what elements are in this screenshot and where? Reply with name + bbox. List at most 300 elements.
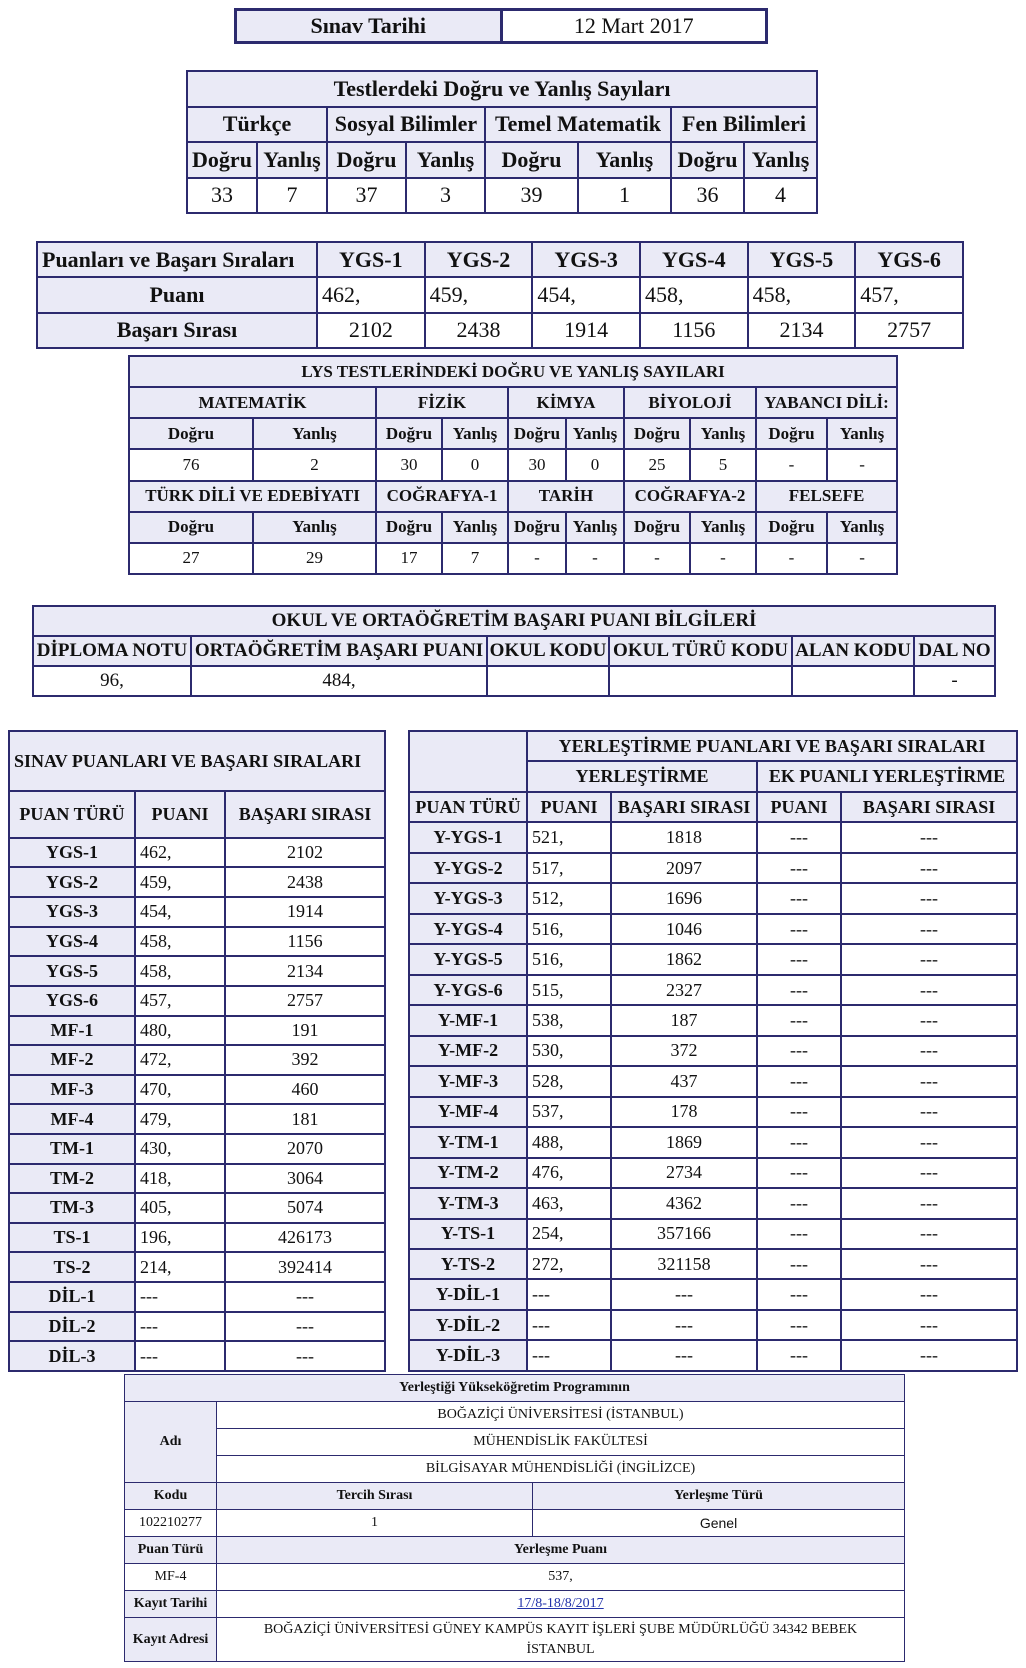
rank-value: 2102 — [317, 313, 425, 348]
basari-sirasi-cell: 2734 — [611, 1158, 757, 1188]
sinav-title: SINAV PUANLARI VE BAŞARI SIRALARI — [9, 731, 385, 791]
puan-turu-cell: Y-YGS-1 — [409, 822, 527, 852]
puan-turu-cell: Y-DİL-2 — [409, 1310, 527, 1340]
basari-sirasi-cell: 178 — [611, 1097, 757, 1127]
table-row — [409, 914, 1017, 944]
score-value: 454, — [532, 277, 640, 312]
puan-cell: 516, — [527, 944, 611, 974]
puan-cell: 516, — [527, 914, 611, 944]
basari-sirasi-cell: 460 — [225, 1075, 385, 1105]
table-row — [9, 1312, 385, 1342]
count-cell: 3 — [406, 178, 485, 214]
lys-count: - — [624, 543, 690, 574]
ek-puan-cell: --- — [757, 822, 841, 852]
puan-cell: 418, — [135, 1164, 225, 1194]
puan-turu-cell: TM-2 — [9, 1164, 135, 1194]
basari-sirasi-cell: 392414 — [225, 1252, 385, 1282]
puan-turu-label: Puan Türü — [125, 1537, 217, 1564]
header-yanlis: Yanlış — [253, 418, 376, 449]
header-yanlis: Yanlış — [257, 142, 327, 178]
basari-sirasi-cell: 372 — [611, 1036, 757, 1066]
table-row — [409, 1036, 1017, 1066]
puan-turu-cell: DİL-1 — [9, 1282, 135, 1312]
ek-basari-sirasi-cell: --- — [841, 1158, 1017, 1188]
school-header: DAL NO — [914, 636, 995, 666]
table-row — [9, 956, 385, 986]
puan-cell: 538, — [527, 1005, 611, 1035]
puan-cell: 480, — [135, 1016, 225, 1046]
adi-label: Adı — [125, 1402, 217, 1483]
header-yanlis: Yanlış — [566, 418, 624, 449]
basari-sirasi-cell: --- — [225, 1312, 385, 1342]
puan-cell: 479, — [135, 1104, 225, 1134]
ek-basari-sirasi-cell: --- — [841, 914, 1017, 944]
table-row — [409, 853, 1017, 883]
school-header: ORTAÖĞRETİM BAŞARI PUANI — [191, 636, 487, 666]
table-row — [9, 897, 385, 927]
table-row — [409, 1249, 1017, 1279]
table-row — [409, 975, 1017, 1005]
ek-puan-cell: --- — [757, 1097, 841, 1127]
lys-count: 17 — [376, 543, 442, 574]
ek-puan-cell: --- — [757, 1188, 841, 1218]
sinav-header: PUANI — [135, 791, 225, 838]
puan-cell: 470, — [135, 1075, 225, 1105]
puan-turu-cell: MF-3 — [9, 1075, 135, 1105]
program-faculty: MÜHENDİSLİK FAKÜLTESİ — [217, 1429, 905, 1456]
header-dogru: Doğru — [756, 512, 827, 543]
lys-subject: FELSEFE — [756, 481, 897, 512]
table-row — [9, 1282, 385, 1312]
score-type-header: YGS-4 — [640, 242, 748, 277]
yerlestirme-table — [408, 730, 1016, 1372]
ek-basari-sirasi-cell: --- — [841, 853, 1017, 883]
program-department: BİLGİSAYAR MÜHENDİSLİĞİ (İNGİLİZCE) — [217, 1456, 905, 1483]
lys-count: 0 — [566, 449, 624, 480]
rank-value: 2757 — [855, 313, 963, 348]
puan-cell: 430, — [135, 1134, 225, 1164]
subject-matematik: Temel Matematik — [485, 107, 671, 143]
ek-puan-cell: --- — [757, 914, 841, 944]
basari-sirasi-cell: 1696 — [611, 883, 757, 913]
puan-cell: 458, — [135, 956, 225, 986]
puan-turu-cell: Y-MF-1 — [409, 1005, 527, 1035]
header-yanlis: Yanlış — [406, 142, 485, 178]
table-row — [9, 867, 385, 897]
school-header: OKUL KODU — [487, 636, 609, 666]
puan-turu-cell: Y-TS-2 — [409, 1249, 527, 1279]
lys-count: - — [827, 449, 897, 480]
header-yanlis: Yanlış — [442, 418, 508, 449]
okul-turu-kodu — [609, 666, 792, 696]
count-cell: 1 — [578, 178, 671, 214]
ek-puan-cell: --- — [757, 1340, 841, 1371]
ek-basari-sirasi-cell: --- — [841, 1066, 1017, 1096]
table-row — [9, 1045, 385, 1075]
ek-puan-cell: --- — [757, 853, 841, 883]
basari-sirasi-cell: 2134 — [225, 956, 385, 986]
ek-puan-cell: --- — [757, 1249, 841, 1279]
puan-cell: --- — [527, 1279, 611, 1309]
puan-turu-cell: DİL-3 — [9, 1341, 135, 1371]
lys-subject: YABANCI DİLİ: — [756, 387, 897, 418]
ygs-counts-title: Testlerdeki Doğru ve Yanlış Sayıları — [187, 71, 817, 107]
score-type-header: YGS-3 — [532, 242, 640, 277]
school-header: DİPLOMA NOTU — [33, 636, 191, 666]
ek-puan-cell: --- — [757, 1279, 841, 1309]
count-cell: 4 — [744, 178, 817, 214]
basari-sirasi-cell: 1914 — [225, 897, 385, 927]
puan-cell: 530, — [527, 1036, 611, 1066]
lys-count: 0 — [442, 449, 508, 480]
puan-cell: 476, — [527, 1158, 611, 1188]
lys-subject: BİYOLOJİ — [624, 387, 756, 418]
lys-count: 5 — [690, 449, 756, 480]
score-value: 458, — [748, 277, 856, 312]
header-dogru: Doğru — [187, 142, 257, 178]
program-title: Yerleştiği Yükseköğretim Programının — [125, 1375, 905, 1402]
table-row — [409, 1188, 1017, 1218]
puan-turu-cell: YGS-2 — [9, 867, 135, 897]
header-yanlis: Yanlış — [442, 512, 508, 543]
table-row — [409, 1219, 1017, 1249]
ygs-counts-table — [186, 70, 816, 214]
subject-sosyal: Sosyal Bilimler — [327, 107, 485, 143]
yer-header: PUANI — [527, 792, 611, 822]
lys-subject: COĞRAFYA-1 — [376, 481, 508, 512]
header-yanlis: Yanlış — [744, 142, 817, 178]
school-header: OKUL TÜRÜ KODU — [609, 636, 792, 666]
puan-cell: 537, — [527, 1097, 611, 1127]
header-dogru: Doğru — [129, 418, 253, 449]
sinav-header: PUAN TÜRÜ — [9, 791, 135, 838]
ek-basari-sirasi-cell: --- — [841, 1219, 1017, 1249]
yer-sub2: EK PUANLI YERLEŞTİRME — [757, 761, 1017, 791]
basari-sirasi-cell: 1869 — [611, 1127, 757, 1157]
ek-puan-cell: --- — [757, 1005, 841, 1035]
header-dogru: Doğru — [327, 142, 406, 178]
puan-cell: 528, — [527, 1066, 611, 1096]
puan-label: Puanı — [37, 277, 317, 312]
header-dogru: Doğru — [508, 512, 566, 543]
header-dogru: Doğru — [376, 512, 442, 543]
yerlesme-turu-label: Yerleşme Türü — [533, 1483, 905, 1510]
puan-turu-cell: YGS-1 — [9, 838, 135, 868]
school-header: ALAN KODU — [792, 636, 914, 666]
table-row — [9, 1252, 385, 1282]
puan-cell: 472, — [135, 1045, 225, 1075]
puan-turu-cell: Y-TM-1 — [409, 1127, 527, 1157]
basari-sirasi-cell: --- — [225, 1341, 385, 1371]
puan-turu-cell: Y-DİL-3 — [409, 1340, 527, 1371]
dal-no: - — [914, 666, 995, 696]
ek-basari-sirasi-cell: --- — [841, 822, 1017, 852]
ek-basari-sirasi-cell: --- — [841, 1127, 1017, 1157]
puan-turu-cell: Y-YGS-2 — [409, 853, 527, 883]
puan-cell: --- — [527, 1340, 611, 1371]
basari-sirasi-cell: --- — [611, 1310, 757, 1340]
puan-cell: 463, — [527, 1188, 611, 1218]
tercih-label: Tercih Sırası — [217, 1483, 533, 1510]
basari-sirasi-cell: 3064 — [225, 1164, 385, 1194]
basari-sirasi-cell: 5074 — [225, 1193, 385, 1223]
lys-subject: KİMYA — [508, 387, 624, 418]
basari-sirasi-cell: 426173 — [225, 1223, 385, 1253]
ek-puan-cell: --- — [757, 1066, 841, 1096]
ortaogretim-puani: 484, — [191, 666, 487, 696]
basari-sirasi-cell: 2327 — [611, 975, 757, 1005]
basari-sirasi-cell: 191 — [225, 1016, 385, 1046]
table-row — [9, 1104, 385, 1134]
lys-count: 25 — [624, 449, 690, 480]
header-yanlis: Yanlış — [690, 512, 756, 543]
exam-date-label: Sınav Tarihi — [236, 10, 502, 43]
table-row — [409, 1158, 1017, 1188]
sira-label: Başarı Sırası — [37, 313, 317, 348]
exam-date-value: 12 Mart 2017 — [501, 10, 767, 43]
puan-turu-cell: Y-TS-1 — [409, 1219, 527, 1249]
rank-value: 1156 — [640, 313, 748, 348]
basari-sirasi-cell: 2102 — [225, 838, 385, 868]
header-dogru: Doğru — [624, 512, 690, 543]
diploma-notu: 96, — [33, 666, 191, 696]
puan-turu-cell: TM-1 — [9, 1134, 135, 1164]
table-row — [409, 883, 1017, 913]
ek-puan-cell: --- — [757, 883, 841, 913]
ek-basari-sirasi-cell: --- — [841, 1036, 1017, 1066]
header-yanlis: Yanlış — [253, 512, 376, 543]
table-row — [9, 927, 385, 957]
yer-header: BAŞARI SIRASI — [841, 792, 1017, 822]
subject-fen: Fen Bilimleri — [671, 107, 817, 143]
puan-turu-cell: Y-YGS-6 — [409, 975, 527, 1005]
score-value: 457, — [855, 277, 963, 312]
ek-basari-sirasi-cell: --- — [841, 1249, 1017, 1279]
kayit-tarihi-link[interactable]: 17/8-18/8/2017 — [517, 1596, 604, 1611]
yerlesme-turu: Genel — [533, 1510, 905, 1537]
lys-counts-table — [128, 355, 896, 575]
table-row — [9, 1016, 385, 1046]
score-type-header: YGS-2 — [425, 242, 533, 277]
basari-sirasi-cell: 321158 — [611, 1249, 757, 1279]
yerlesme-puani-label: Yerleşme Puanı — [217, 1537, 905, 1564]
table-row — [9, 1134, 385, 1164]
yer-corner — [409, 731, 527, 792]
count-cell: 7 — [257, 178, 327, 214]
lys-count: - — [508, 543, 566, 574]
school-info-table — [32, 605, 994, 697]
puan-cell: 214, — [135, 1252, 225, 1282]
ek-puan-cell: --- — [757, 1158, 841, 1188]
school-title: OKUL VE ORTAÖĞRETİM BAŞARI PUANI BİLGİLERİ — [33, 606, 995, 636]
puan-turu-cell: YGS-5 — [9, 956, 135, 986]
sinav-scores-table — [8, 730, 384, 1372]
header-dogru: Doğru — [756, 418, 827, 449]
table-row — [409, 1066, 1017, 1096]
puan-turu-cell: Y-YGS-3 — [409, 883, 527, 913]
lys-count: 7 — [442, 543, 508, 574]
puan-cell: 515, — [527, 975, 611, 1005]
count-cell: 37 — [327, 178, 406, 214]
lys-count: 27 — [129, 543, 253, 574]
lys-count: 30 — [508, 449, 566, 480]
puan-cell: 512, — [527, 883, 611, 913]
puan-turu-cell: MF-1 — [9, 1016, 135, 1046]
puan-cell: --- — [135, 1282, 225, 1312]
exam-date-box — [234, 8, 768, 44]
puan-cell: 462, — [135, 838, 225, 868]
kayit-adresi-line2: İSTANBUL — [526, 1641, 595, 1657]
subject-turkce: Türkçe — [187, 107, 327, 143]
table-row — [9, 838, 385, 868]
ek-basari-sirasi-cell: --- — [841, 1005, 1017, 1035]
basari-sirasi-cell: 1156 — [225, 927, 385, 957]
header-dogru: Doğru — [508, 418, 566, 449]
basari-sirasi-cell: --- — [611, 1340, 757, 1371]
basari-sirasi-cell: 1046 — [611, 914, 757, 944]
program-table — [124, 1374, 904, 1662]
lys-count: - — [566, 543, 624, 574]
basari-sirasi-cell: 392 — [225, 1045, 385, 1075]
kodu-label: Kodu — [125, 1483, 217, 1510]
puan-turu-cell: Y-DİL-1 — [409, 1279, 527, 1309]
lys-subject: COĞRAFYA-2 — [624, 481, 756, 512]
puan-cell: 517, — [527, 853, 611, 883]
puan-cell: 488, — [527, 1127, 611, 1157]
header-dogru: Doğru — [624, 418, 690, 449]
puan-turu-cell: Y-TM-2 — [409, 1158, 527, 1188]
puan-turu-cell: DİL-2 — [9, 1312, 135, 1342]
score-type-header: YGS-1 — [317, 242, 425, 277]
basari-sirasi-cell: 2097 — [611, 853, 757, 883]
ek-puan-cell: --- — [757, 975, 841, 1005]
lys-count: - — [827, 543, 897, 574]
header-dogru: Doğru — [671, 142, 744, 178]
lys-subject: TÜRK DİLİ VE EDEBİYATI — [129, 481, 376, 512]
sinav-header: BAŞARI SIRASI — [225, 791, 385, 838]
header-yanlis: Yanlış — [827, 418, 897, 449]
puan-turu-cell: Y-MF-4 — [409, 1097, 527, 1127]
ygs-scores-title: Puanları ve Başarı Sıraları — [37, 242, 317, 277]
puan-turu-cell: Y-MF-2 — [409, 1036, 527, 1066]
alan-kodu — [792, 666, 914, 696]
puan-turu-cell: MF-4 — [9, 1104, 135, 1134]
lys-count: 30 — [376, 449, 442, 480]
puan-turu-cell: MF-2 — [9, 1045, 135, 1075]
table-row — [409, 1127, 1017, 1157]
puan-turu-cell: Y-YGS-4 — [409, 914, 527, 944]
yer-header: PUANI — [757, 792, 841, 822]
score-value: 458, — [640, 277, 748, 312]
basari-sirasi-cell: 357166 — [611, 1219, 757, 1249]
header-dogru: Doğru — [376, 418, 442, 449]
kayit-adresi-label: Kayıt Adresi — [125, 1618, 217, 1662]
lys-subject: FİZİK — [376, 387, 508, 418]
basari-sirasi-cell: 187 — [611, 1005, 757, 1035]
basari-sirasi-cell: --- — [225, 1282, 385, 1312]
header-yanlis: Yanlış — [578, 142, 671, 178]
score-value: 459, — [425, 277, 533, 312]
lys-count: - — [756, 449, 827, 480]
puan-turu-cell: TS-1 — [9, 1223, 135, 1253]
ek-puan-cell: --- — [757, 1036, 841, 1066]
ek-puan-cell: --- — [757, 1310, 841, 1340]
lys-count: 76 — [129, 449, 253, 480]
table-row — [9, 1341, 385, 1371]
ek-basari-sirasi-cell: --- — [841, 883, 1017, 913]
lys-count: 2 — [253, 449, 376, 480]
header-yanlis: Yanlış — [566, 512, 624, 543]
score-value: 462, — [317, 277, 425, 312]
tercih-sirasi: 1 — [217, 1510, 533, 1537]
lys-subject: TARİH — [508, 481, 624, 512]
lys-count: 29 — [253, 543, 376, 574]
ek-puan-cell: --- — [757, 1127, 841, 1157]
lys-count: - — [756, 543, 827, 574]
score-type-header: YGS-5 — [748, 242, 856, 277]
rank-value: 1914 — [532, 313, 640, 348]
ek-puan-cell: --- — [757, 944, 841, 974]
basari-sirasi-cell: 2438 — [225, 867, 385, 897]
lys-subject: MATEMATİK — [129, 387, 376, 418]
yer-sub1: YERLEŞTİRME — [527, 761, 757, 791]
header-dogru: Doğru — [129, 512, 253, 543]
puan-turu-cell: YGS-4 — [9, 927, 135, 957]
puan-cell: 405, — [135, 1193, 225, 1223]
header-dogru: Doğru — [485, 142, 578, 178]
table-row — [409, 1097, 1017, 1127]
score-type-header: YGS-6 — [855, 242, 963, 277]
ek-basari-sirasi-cell: --- — [841, 1188, 1017, 1218]
puan-cell: 454, — [135, 897, 225, 927]
yerlesme-puani: 537, — [217, 1564, 905, 1591]
puan-turu-cell: YGS-3 — [9, 897, 135, 927]
ek-basari-sirasi-cell: --- — [841, 975, 1017, 1005]
puan-cell: 459, — [135, 867, 225, 897]
basari-sirasi-cell: 1862 — [611, 944, 757, 974]
basari-sirasi-cell: 437 — [611, 1066, 757, 1096]
puan-turu-cell: Y-YGS-5 — [409, 944, 527, 974]
table-row — [409, 1310, 1017, 1340]
count-cell: 39 — [485, 178, 578, 214]
count-cell: 33 — [187, 178, 257, 214]
puan-turu-cell: TS-2 — [9, 1252, 135, 1282]
table-row — [9, 1193, 385, 1223]
program-kodu: 102210277 — [125, 1510, 217, 1537]
puan-cell: --- — [135, 1341, 225, 1371]
basari-sirasi-cell: 4362 — [611, 1188, 757, 1218]
puan-cell: 521, — [527, 822, 611, 852]
ygs-scores-table — [36, 241, 964, 349]
ek-basari-sirasi-cell: --- — [841, 1340, 1017, 1371]
lys-title: LYS TESTLERİNDEKİ DOĞRU VE YANLIŞ SAYILARI — [129, 356, 897, 387]
count-cell: 36 — [671, 178, 744, 214]
kayit-adresi-line1: BOĞAZİÇİ ÜNİVERSİTESİ GÜNEY KAMPÜS KAYIT İŞLERİ ŞUBE MÜDÜRLÜĞÜ 34342 BEBEK — [263, 1621, 858, 1637]
puan-turu: MF-4 — [125, 1564, 217, 1591]
puan-turu-cell: Y-TM-3 — [409, 1188, 527, 1218]
puan-turu-cell: YGS-6 — [9, 986, 135, 1016]
header-yanlis: Yanlış — [827, 512, 897, 543]
header-yanlis: Yanlış — [690, 418, 756, 449]
table-row — [9, 1164, 385, 1194]
table-row — [409, 1340, 1017, 1371]
ek-basari-sirasi-cell: --- — [841, 1279, 1017, 1309]
table-row — [409, 944, 1017, 974]
program-university: BOĞAZİÇİ ÜNİVERSİTESİ (İSTANBUL) — [217, 1402, 905, 1429]
puan-cell: 254, — [527, 1219, 611, 1249]
basari-sirasi-cell: 2757 — [225, 986, 385, 1016]
table-row — [409, 1279, 1017, 1309]
